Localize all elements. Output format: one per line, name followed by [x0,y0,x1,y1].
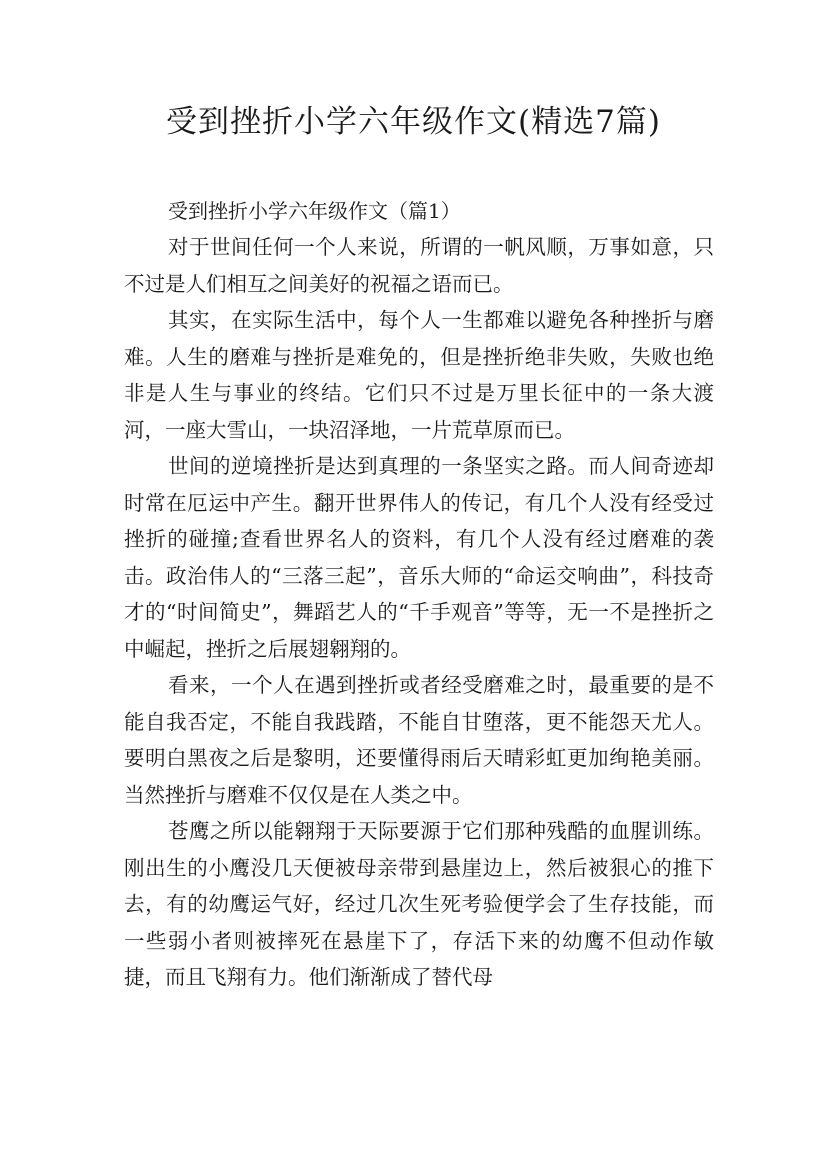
document-body [124,193,714,996]
paragraph: 对于世间任何一个人来说，所谓的一帆风顺，万事如意，只不过是人们相互之间美好的祝福之语而已。 [124,235,714,296]
paragraph: 其实，在实际生活中，每个人一生都难以避免各种挫折与磨难。人生的磨难与挫折是难免的，但是挫折绝非失败，失败也绝非是人生与事业的终结。它们只不过是万里长征中的一条大渡河，一座大雪山，一块沼泽地，一片荒草原而已。 [124,308,714,442]
paragraph: 世间的逆境挫折是达到真理的一条坚实之路。而人间奇迹却时常在厄运中产生。翻开世界伟人的传记，有几个人没有经受过挫折的碰撞;查看世界名人的资料，有几个人没有经过磨难的袭击。政治伟人的“三落三起”，音乐大师的“命运交响曲”，科技奇才的“时间简史”，舞蹈艺人的“千手观音”等等，无一不是挫折之中崛起，挫折之后展翅翱翔的。 [124,454,714,661]
document-title: 受到挫折小学六年级作文(精选7篇) [166,104,661,140]
paragraph: 苍鹰之所以能翱翔于天际要源于它们那种残酷的血腥训练。刚出生的小鹰没几天便被母亲带到悬崖边上，然后被狠心的推下去，有的幼鹰运气好，经过几次生死考验便学会了生存技能，而一些弱小者则被摔死在悬崖下了，存活下来的幼鹰不但动作敏捷，而且飞翔有力。他们渐渐成了替代母 [124,819,714,989]
section-heading: 受到挫折小学六年级作文（篇1） [168,199,461,223]
paragraph: 看来，一个人在遇到挫折或者经受磨难之时，最重要的是不能自我否定，不能自我践踏，不能自甘堕落，更不能怨天尤人。要明白黑夜之后是黎明，还要懂得雨后天晴彩虹更加绚艳美丽。当然挫折与磨难不仅仅是在人类之中。 [124,673,714,807]
